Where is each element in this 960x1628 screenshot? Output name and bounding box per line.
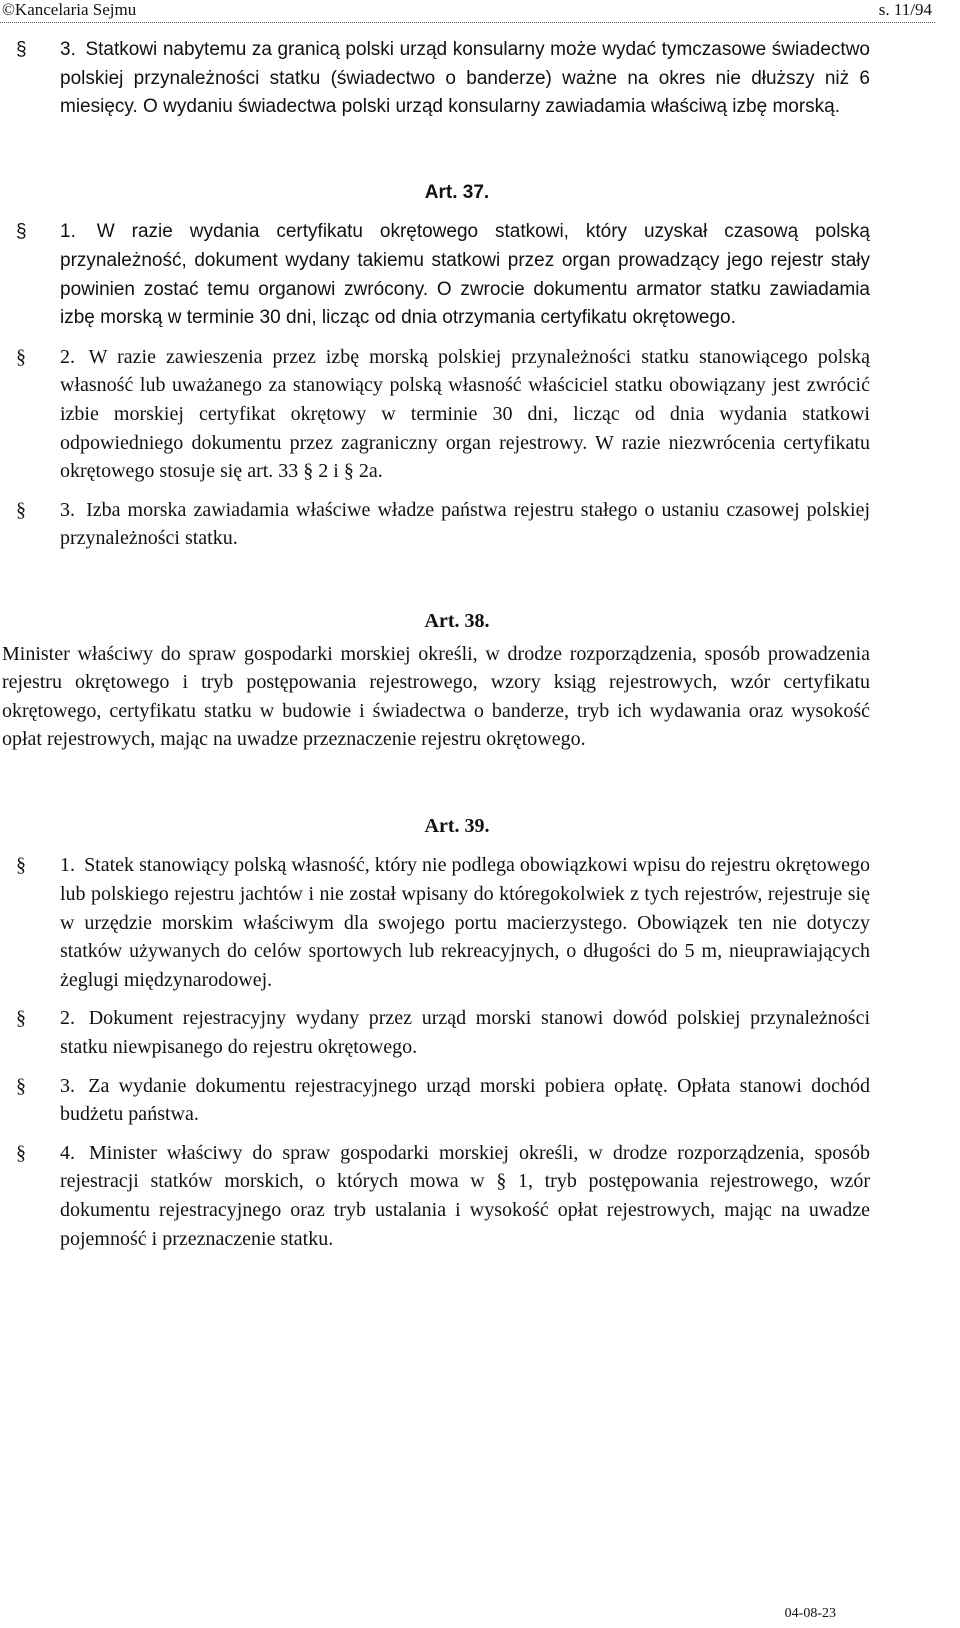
section-sign: § <box>16 345 26 368</box>
section-sign: § <box>16 854 26 877</box>
paragraph-39-2 <box>4 1004 870 1061</box>
article-38-title: Art. 38. <box>424 609 490 632</box>
paragraph-number: 1. <box>60 221 76 243</box>
paragraph-number: 3. <box>60 498 75 521</box>
paragraph-text: Izba morska zawiadamia właściwe władze państwa rejestru stałego o ustaniu czasowej polskiej przynależności statku. <box>60 498 871 550</box>
paragraph-text: Dokument rejestracyjny wydany przez urząd morski stanowi dowód polskiej przynależności statku niewpisanego do rejestru okrętowego. <box>60 1007 871 1059</box>
article-38-text: Minister właściwy do spraw gospodarki morskiej określi, w drodze rozporządzenia, sposób prowadzenia rejestru okrętowego i tryb postępowania rejestrowego, wzory ksiąg rejestrowych, wzór certyfikatu okrętowego, certyfikatu statku w budowie i świadectwa o banderze, tryb ich wydawania oraz wysokość opłat rejestrowych, mając na uwadze przeznaczenie rejestru okrętowego. <box>2 642 870 751</box>
header-divider <box>0 22 935 23</box>
paragraph-36-3 <box>4 36 870 122</box>
paragraph-37-3 <box>4 496 870 553</box>
page-number: s. 11/94 <box>878 0 932 19</box>
paragraph-text: W razie wydania certyfikatu okrętowego statkowi, który uzyskał czasową polską przynależność, dokument wydany takiemu statkowi przez organ prowadzący jego rejestr stały powinien zostać temu organowi zwrócony. O zwrocie dokumentu armator statku zawiadamia izbę morską w terminie 30 dni, licząc od dnia otrzymania certyfikatu okrętowego. <box>60 221 870 329</box>
paragraph-number: 2. <box>60 345 75 368</box>
paragraph-39-3 <box>4 1072 870 1129</box>
paragraph-37-2 <box>4 343 870 486</box>
paragraph-text: Statkowi nabytemu za granicą polski urząd konsularny może wydać tymczasowe świadectwo polskiej przynależności statku (świadectwo o banderze) ważne na okres nie dłuższy niż 6 miesięcy. O wydaniu świadectwa polski urząd konsularny zawiadamia właściwą izbę morską. <box>60 39 870 118</box>
paragraph-37-1 <box>4 218 870 332</box>
paragraph-text: Minister właściwy do spraw gospodarki morskiej określi, w drodze rozporządzenia, sposób rejestracji statków morskich, o których mowa w § 1, tryb postępowania rejestrowego, wzór dokumentu rejestracyjnego oraz tryb ustalania i wysokość opłat rejestrowych, mając na uwadze pojemność i przeznaczenie statku. <box>60 1141 871 1250</box>
section-sign: § <box>16 1007 26 1030</box>
paragraph-text: Statek stanowiący polską własność, który nie podlega obowiązkowi wpisu do rejestru okrętowego lub polskiego rejestru jachtów i nie został wpisany do któregokolwiek z tych rejestrów, rejestruje się w urzędzie morskim właściwym dla swojego portu macierzystego. Obowiązek ten nie dotyczy statków używanych do celów sportowych lub rekreacyjnych, o długości do 5 m, nieuprawiających żeglugi międzynarodowej. <box>60 854 871 991</box>
section-sign: § <box>16 221 27 243</box>
article-39-title: Art. 39. <box>424 814 490 837</box>
footer-date: 04-08-23 <box>784 1606 836 1621</box>
section-sign: § <box>16 1074 26 1097</box>
paragraph-39-4 <box>4 1139 870 1253</box>
paragraph-text: Za wydanie dokumentu rejestracyjnego urząd morski pobiera opłatę. Opłata stanowi dochód budżetu państwa. <box>60 1074 871 1126</box>
paragraph-number: 3. <box>60 1074 75 1097</box>
publisher-label: ©Kancelaria Sejmu <box>2 0 137 19</box>
document-body <box>4 36 870 1253</box>
paragraph-39-1 <box>4 851 870 994</box>
paragraph-number: 2. <box>60 1007 75 1030</box>
section-sign: § <box>16 1141 26 1164</box>
page-header <box>2 0 932 22</box>
paragraph-text: W razie zawieszenia przez izbę morską polskiej przynależności statku stanowiącego polską własność lub uważanego za stanowiący polską własność właściciel statku obowiązany jest zwrócić izbie morskiej certyfikat okrętowy w terminie 30 dni, licząc od dnia wydania statkowi odpowiedniego dokumentu przez zagraniczny organ rejestrowy. W razie niezwrócenia certyfikatu okrętowego stosuje się art. 33 § 2 i § 2a. <box>60 345 870 483</box>
paragraph-number: 1. <box>60 854 75 877</box>
paragraph-number: 3. <box>60 39 76 60</box>
section-sign: § <box>16 498 26 521</box>
section-sign: § <box>16 39 27 60</box>
paragraph-number: 4. <box>60 1141 75 1164</box>
article-37-title: Art. 37. <box>424 181 490 203</box>
